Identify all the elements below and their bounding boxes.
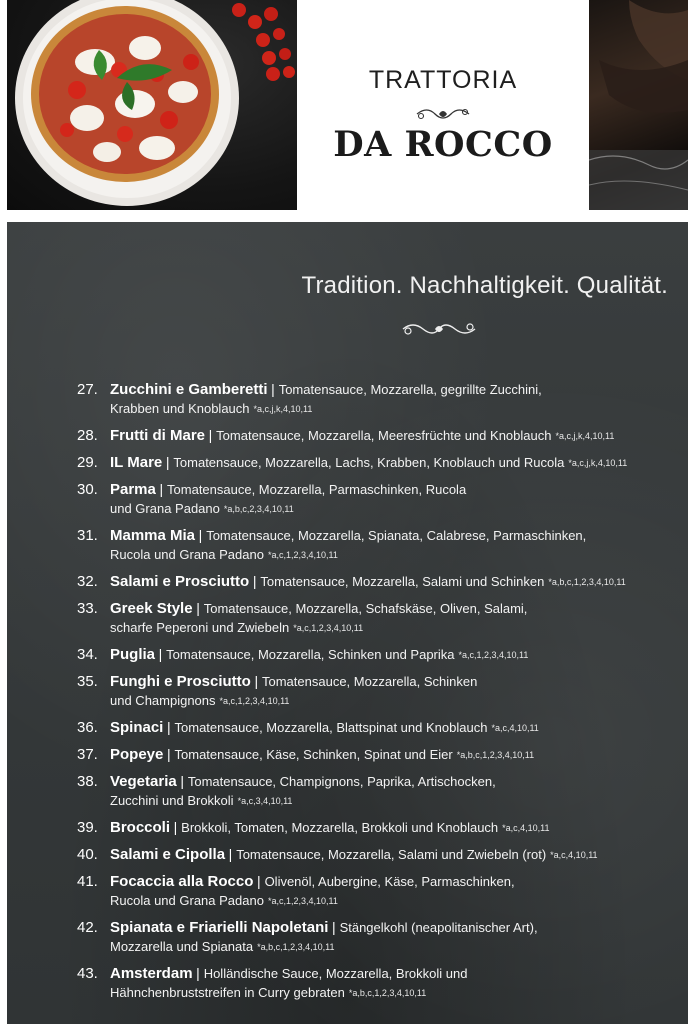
item-description: Tomatensauce, Mozzarella, Parmaschinken, Rucola xyxy=(167,482,467,497)
header xyxy=(0,0,688,222)
item-name: Mamma Mia xyxy=(110,527,196,544)
menu-item xyxy=(69,818,679,838)
item-description: Tomatensauce, Mozzarella, Salami und Schinken xyxy=(260,574,545,589)
item-number: 38. xyxy=(77,773,98,790)
item-separator: | xyxy=(196,600,204,616)
item-allergens: *a,c,1,2,3,4,10,11 xyxy=(293,623,364,633)
item-allergens: *a,c,j,k,4,10,11 xyxy=(253,404,313,414)
item-description-continued: scharfe Peperoni und Zwiebeln xyxy=(110,620,290,635)
menu-item xyxy=(69,918,679,957)
item-name: Frutti di Mare xyxy=(110,427,206,444)
item-separator: | xyxy=(165,454,174,470)
item-allergens: *a,b,c,1,2,3,4,10,11 xyxy=(548,577,626,587)
item-name: Salami e Cipolla xyxy=(110,846,226,863)
menu-item xyxy=(69,380,679,419)
item-separator: | xyxy=(198,527,207,543)
item-description: Brokkoli, Tomaten, Mozzarella, Brokkoli und Knoblauch xyxy=(181,820,499,835)
menu-item xyxy=(69,645,679,665)
item-allergens: *a,b,c,1,2,3,4,10,11 xyxy=(456,750,535,760)
menu-item xyxy=(69,872,679,911)
item-description: Tomatensauce, Mozzarella, Meeresfrüchte und Knoblauch xyxy=(216,428,552,443)
item-description: Tomatensauce, Mozzarella, Blattspinat und Knoblauch xyxy=(174,720,488,735)
item-allergens: *a,c,j,k,4,10,11 xyxy=(555,431,615,441)
item-separator: | xyxy=(271,381,279,397)
item-number: 33. xyxy=(77,600,98,617)
dough-illustration xyxy=(589,0,688,210)
item-allergens: *a,c,1,2,3,4,10,11 xyxy=(267,550,338,560)
item-number: 43. xyxy=(77,965,98,982)
menu-item xyxy=(69,572,679,592)
chalkboard-menu xyxy=(7,222,688,1024)
item-name: Broccoli xyxy=(110,819,171,836)
item-number: 31. xyxy=(77,527,98,544)
item-allergens: *a,c,1,2,3,4,10,11 xyxy=(458,650,529,660)
item-description: Olivenöl, Aubergine, Käse, Parmaschinken, xyxy=(264,874,515,889)
item-name: Focaccia alla Rocco xyxy=(110,873,254,890)
item-description: Tomatensauce, Mozzarella, Salami und Zwiebeln (rot) xyxy=(236,847,547,862)
item-allergens: *a,c,1,2,3,4,10,11 xyxy=(219,696,290,706)
item-separator: | xyxy=(180,773,188,789)
item-separator: | xyxy=(158,646,167,662)
menu-item xyxy=(69,772,679,811)
item-number: 40. xyxy=(77,846,98,863)
item-number: 35. xyxy=(77,673,98,690)
tagline: Tradition. Nachhaltigkeit. Qualität. xyxy=(301,272,668,299)
item-allergens: *a,b,c,2,3,4,10,11 xyxy=(223,504,294,514)
brand-block xyxy=(298,0,588,210)
item-separator: | xyxy=(166,719,175,735)
item-allergens: *a,c,4,10,11 xyxy=(502,823,550,833)
item-allergens: *a,c,3,4,10,11 xyxy=(237,796,293,806)
menu-item xyxy=(69,964,679,1003)
item-number: 42. xyxy=(77,919,98,936)
item-separator: | xyxy=(228,846,237,862)
menu-item xyxy=(69,672,679,711)
item-number: 34. xyxy=(77,646,98,663)
item-number: 32. xyxy=(77,573,98,590)
pizza-illustration xyxy=(7,0,297,210)
menu-item xyxy=(69,845,679,865)
item-number: 28. xyxy=(77,427,98,444)
item-description-continued: und Champignons xyxy=(110,693,216,708)
item-name: Funghi e Prosciutto xyxy=(110,673,251,690)
menu-item xyxy=(69,526,679,565)
item-description: Tomatensauce, Champignons, Paprika, Artischocken, xyxy=(187,774,496,789)
chef-photo xyxy=(589,0,688,210)
item-description: Tomatensauce, Käse, Schinken, Spinat und Eier xyxy=(174,747,453,762)
flourish-ornament-icon xyxy=(413,104,473,124)
item-description: Holländische Sauce, Mozzarella, Brokkoli und xyxy=(203,966,468,981)
brand-subtitle: TRATTORIA xyxy=(368,66,518,94)
menu-item xyxy=(69,480,679,519)
item-separator: | xyxy=(208,427,217,443)
item-name: Parma xyxy=(110,481,156,498)
menu-item xyxy=(69,599,679,638)
item-description: Tomatensauce, Mozzarella, Schinken xyxy=(262,674,478,689)
menu-item xyxy=(69,745,679,765)
menu-list xyxy=(69,380,679,1010)
item-description-continued: Hähnchenbruststreifen in Curry gebraten xyxy=(110,985,345,1000)
item-description-continued: Krabben und Knoblauch xyxy=(110,401,250,416)
item-name: Salami e Prosciutto xyxy=(110,573,250,590)
item-separator: | xyxy=(166,746,175,762)
menu-item xyxy=(69,453,679,473)
item-name: Spinaci xyxy=(110,719,164,736)
item-number: 39. xyxy=(77,819,98,836)
item-separator: | xyxy=(173,819,182,835)
item-name: Vegetaria xyxy=(110,773,177,790)
flourish-ornament-icon xyxy=(399,318,479,340)
item-name: Puglia xyxy=(110,646,156,663)
item-description: Tomatensauce, Mozzarella, Schinken und Paprika xyxy=(166,647,455,662)
brand-title: DA ROCCO xyxy=(333,124,553,165)
item-description: Tomatensauce, Mozzarella, Spianata, Calabrese, Parmaschinken, xyxy=(206,528,587,543)
item-allergens: *a,b,c,1,2,3,4,10,11 xyxy=(348,988,427,998)
item-number: 27. xyxy=(77,381,98,398)
item-name: Amsterdam xyxy=(110,965,193,982)
item-description-continued: Mozzarella und Spianata xyxy=(110,939,254,954)
item-separator: | xyxy=(252,573,261,589)
menu-item xyxy=(69,426,679,446)
item-description: Tomatensauce, Mozzarella, Schafskäse, Oliven, Salami, xyxy=(203,601,528,616)
item-separator: | xyxy=(332,919,340,935)
item-description: Tomatensauce, Mozzarella, Lachs, Krabben, Knoblauch und Rucola xyxy=(173,455,565,470)
menu-item xyxy=(69,718,679,738)
item-separator: | xyxy=(257,873,265,889)
item-name: Spianata e Friarielli Napoletani xyxy=(110,919,329,936)
item-allergens: *a,c,1,2,3,4,10,11 xyxy=(267,896,338,906)
item-number: 36. xyxy=(77,719,98,736)
item-description-continued: Zucchini und Brokkoli xyxy=(110,793,234,808)
item-description-continued: und Grana Padano xyxy=(110,501,220,516)
pizza-photo xyxy=(7,0,297,210)
item-number: 41. xyxy=(77,873,98,890)
item-separator: | xyxy=(254,673,262,689)
item-number: 29. xyxy=(77,454,98,471)
item-name: Greek Style xyxy=(110,600,193,617)
item-description-continued: Rucola und Grana Padano xyxy=(110,893,264,908)
item-name: Zucchini e Gamberetti xyxy=(110,381,268,398)
item-allergens: *a,b,c,1,2,3,4,10,11 xyxy=(257,942,335,952)
item-name: IL Mare xyxy=(110,454,163,471)
item-separator: | xyxy=(159,481,168,497)
item-allergens: *a,c,j,k,4,10,11 xyxy=(568,458,628,468)
item-name: Popeye xyxy=(110,746,164,763)
item-description: Tomatensauce, Mozzarella, gegrillte Zucchini, xyxy=(278,382,542,397)
item-allergens: *a,c,4,10,11 xyxy=(550,850,598,860)
item-number: 30. xyxy=(77,481,98,498)
item-number: 37. xyxy=(77,746,98,763)
item-allergens: *a,c,4,10,11 xyxy=(491,723,539,733)
item-separator: | xyxy=(196,965,204,981)
item-description-continued: Rucola und Grana Padano xyxy=(110,547,264,562)
item-description: Stängelkohl (neapolitanischer Art), xyxy=(339,920,538,935)
